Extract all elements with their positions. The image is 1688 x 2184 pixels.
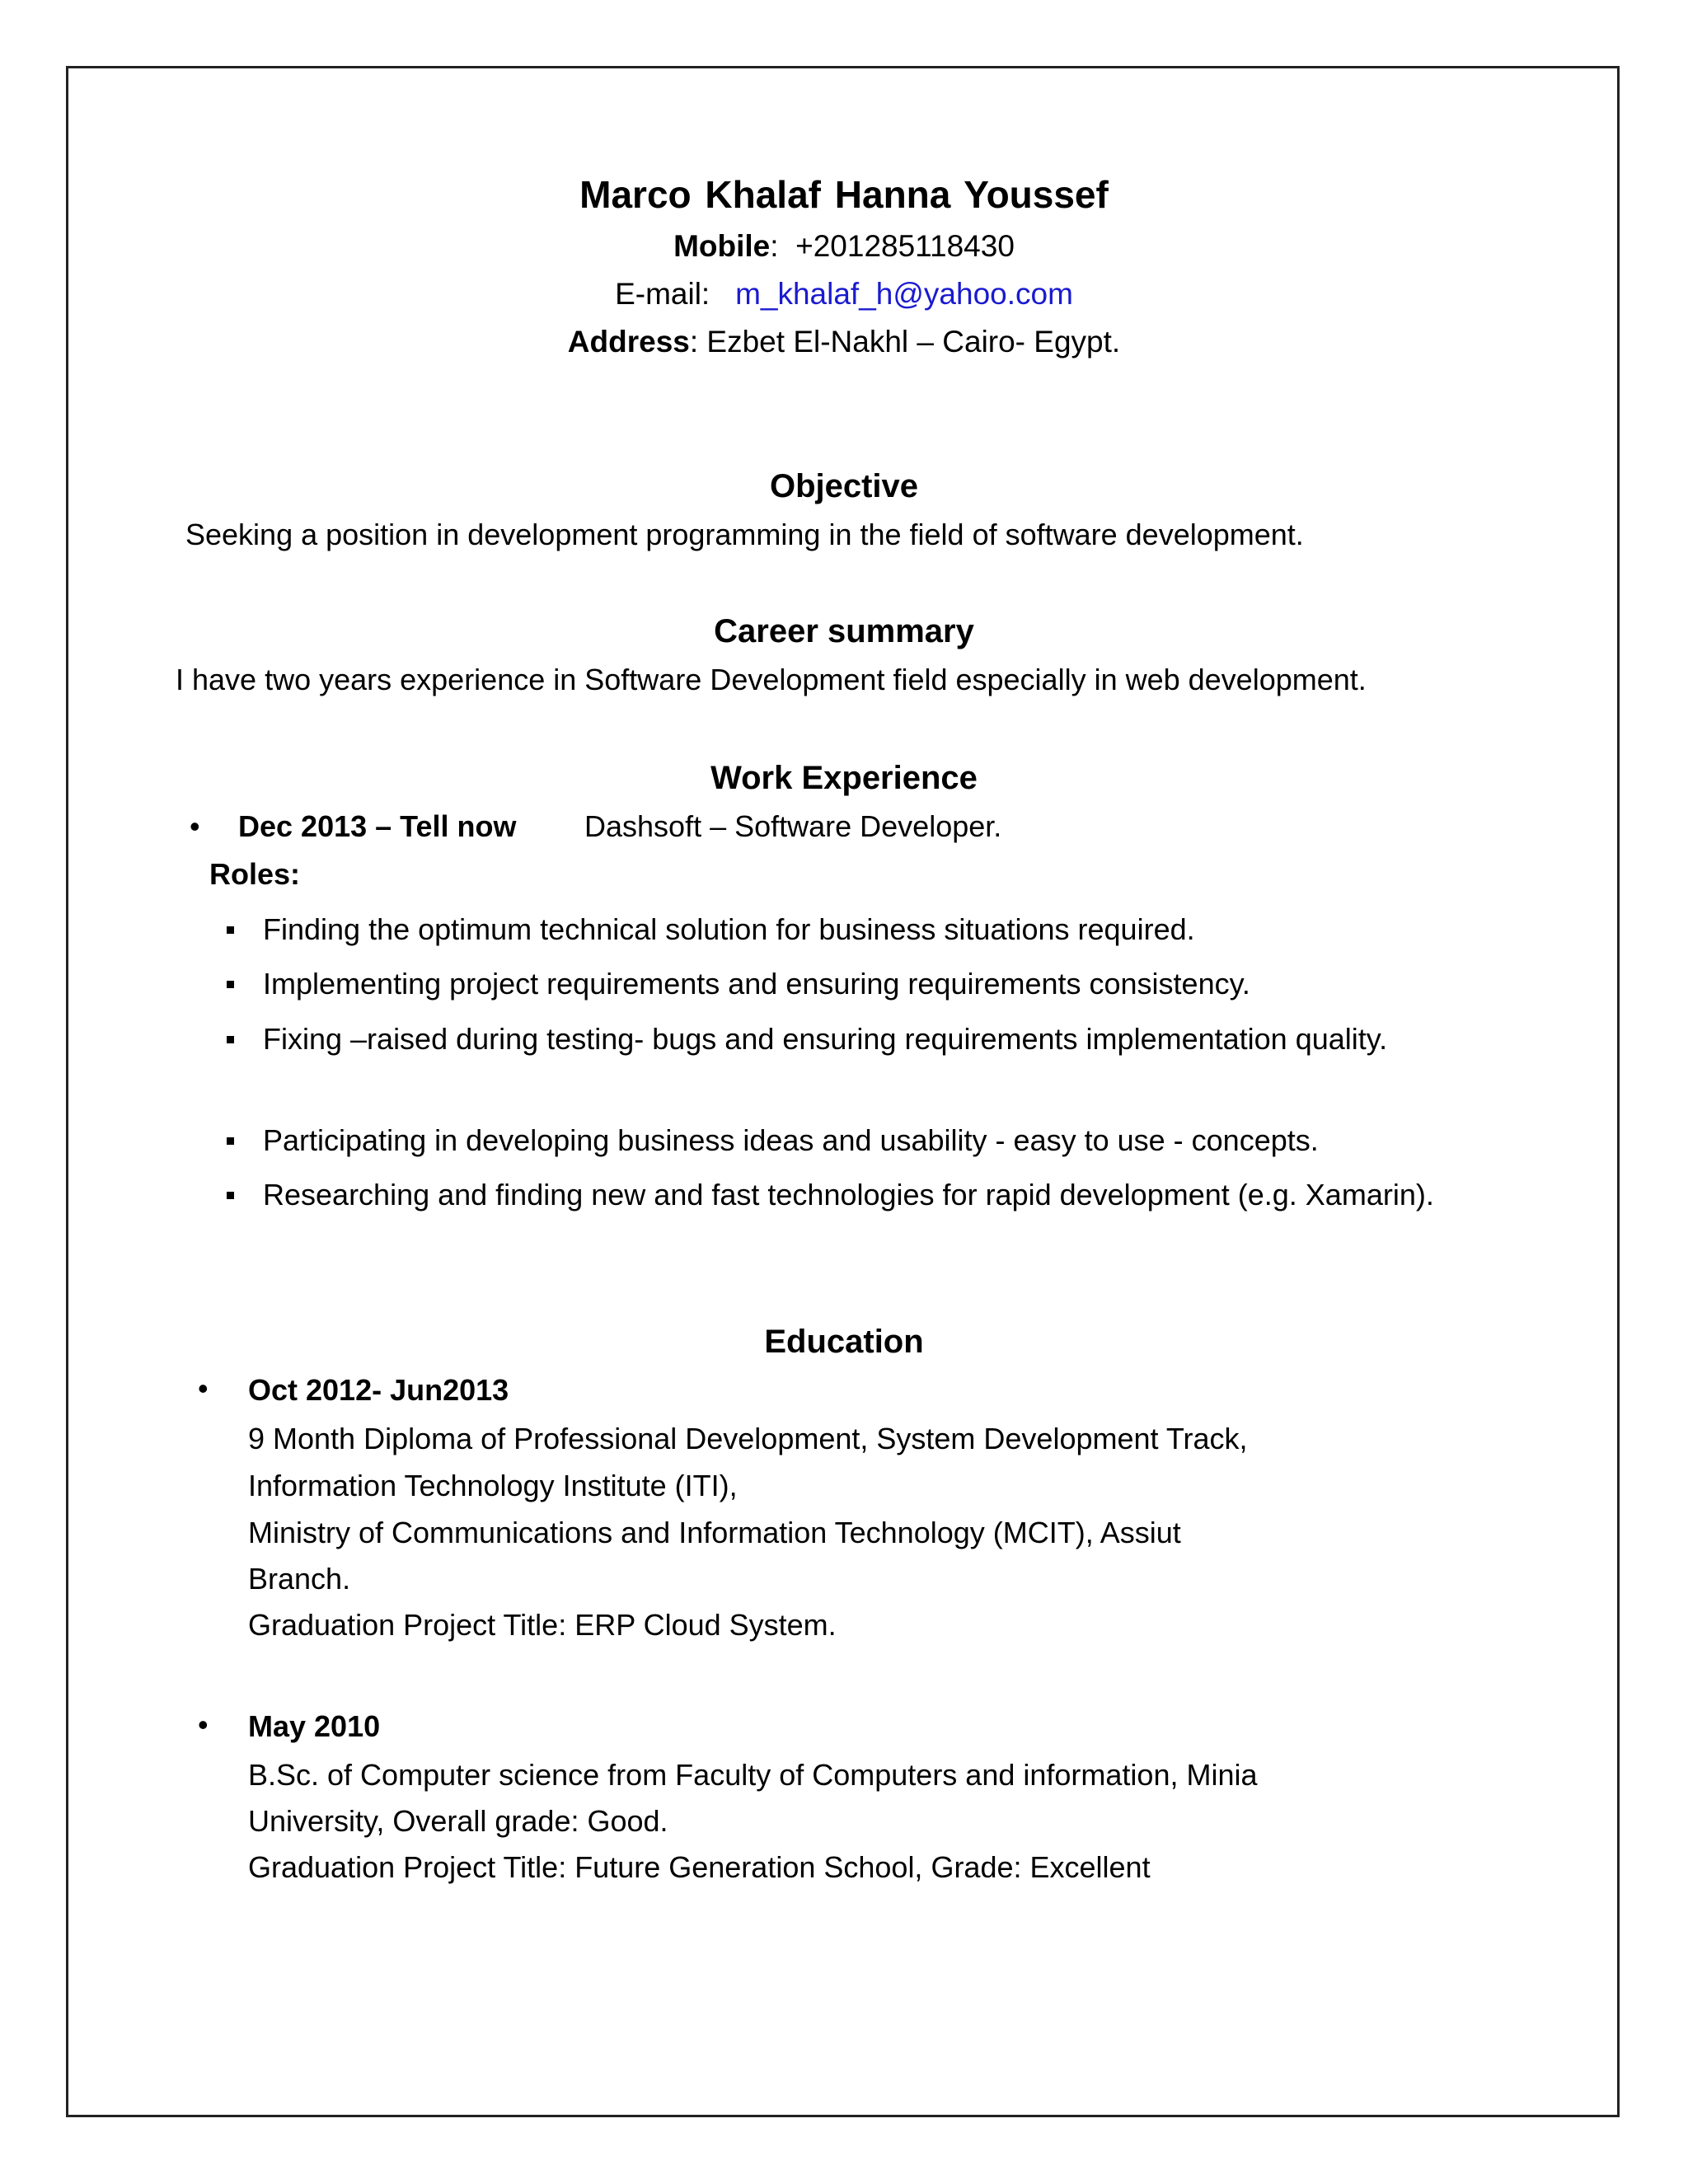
- address-label: Address: [567, 325, 690, 359]
- job-bullet: •: [190, 809, 200, 843]
- role-bullet: [227, 1036, 234, 1043]
- education-period: May 2010: [248, 1709, 381, 1743]
- education-line: Ministry of Communications and Information Technology (MCIT), Assiut: [248, 1516, 1181, 1549]
- email-line: [0, 274, 1688, 315]
- mobile-line: Mobile: +201285118430: [673, 229, 1015, 263]
- education-line: Graduation Project Title: Future Generation School, Grade: Excellent: [248, 1850, 1151, 1884]
- address-line: Address: Ezbet El-Nakhl – Cairo- Egypt.: [567, 325, 1121, 359]
- role-item: Fixing –raised during testing- bugs and ensuring requirements implementation quality.: [263, 1022, 1388, 1056]
- role-bullet: [227, 1137, 234, 1145]
- education-line: Branch.: [248, 1562, 351, 1596]
- career-summary-heading: Career summary: [714, 613, 974, 649]
- email-link[interactable]: m_khalaf_h@yahoo.com: [735, 277, 1073, 311]
- role-bullet: [227, 981, 234, 988]
- career-summary-text: I have two years experience in Software Development field especially in web development.: [176, 663, 1367, 696]
- education-period: Oct 2012- Jun2013: [248, 1373, 509, 1407]
- role-item: Implementing project requirements and ensuring requirements consistency.: [263, 967, 1250, 1001]
- role-item: Finding the optimum technical solution for business situations required.: [263, 912, 1195, 946]
- role-item: Researching and finding new and fast technologies for rapid development (e.g. Xamarin).: [263, 1178, 1434, 1212]
- education-heading: Education: [764, 1324, 924, 1360]
- job-position: Dashsoft – Software Developer.: [584, 809, 1002, 843]
- education-line: Graduation Project Title: ERP Cloud System.: [248, 1608, 837, 1642]
- mobile-value: +201285118430: [795, 229, 1015, 263]
- work-experience-heading: Work Experience: [710, 760, 978, 796]
- education-bullet: •: [198, 1371, 209, 1405]
- role-bullet: [227, 1192, 234, 1199]
- candidate-name: Marco Khalaf Hanna Youssef: [579, 173, 1109, 216]
- education-line: B.Sc. of Computer science from Faculty of Computers and information, Minia: [248, 1758, 1258, 1792]
- role-item: Participating in developing business ideas and usability - easy to use - concepts.: [263, 1123, 1319, 1157]
- education-line: University, Overall grade: Good.: [248, 1804, 668, 1838]
- role-bullet: [227, 926, 234, 934]
- education-line: Information Technology Institute (ITI),: [248, 1469, 738, 1502]
- roles-label: Roles:: [209, 857, 301, 891]
- education-line: 9 Month Diploma of Professional Development, System Development Track,: [248, 1422, 1248, 1455]
- objective-text: Seeking a position in development programming in the field of software development.: [185, 518, 1304, 551]
- email-label: E-mail:: [615, 277, 710, 311]
- job-period: Dec 2013 – Tell now: [238, 809, 517, 843]
- objective-heading: Objective: [769, 468, 919, 504]
- education-bullet: •: [198, 1708, 209, 1741]
- address-value: Ezbet El-Nakhl – Cairo- Egypt.: [706, 325, 1121, 359]
- mobile-label: Mobile: [673, 229, 771, 263]
